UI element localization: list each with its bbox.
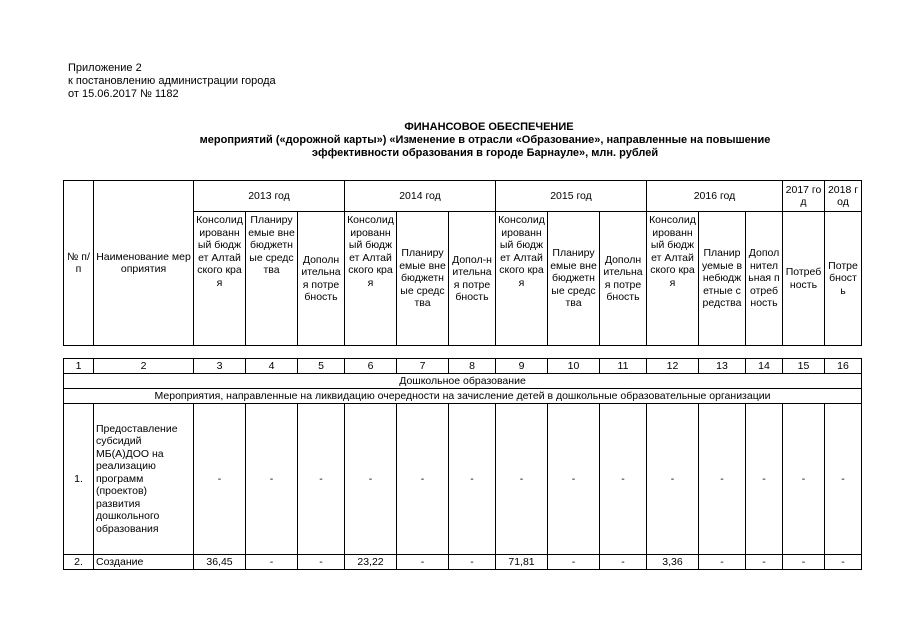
row-value: - — [600, 404, 647, 555]
row-value: - — [496, 404, 548, 555]
year-2014: 2014 год — [345, 181, 496, 212]
row-value: - — [298, 404, 345, 555]
col-number: 15 — [783, 359, 825, 374]
col-number: 13 — [699, 359, 746, 374]
row-value: 3,36 — [647, 555, 699, 570]
table-row — [64, 555, 862, 570]
sub-2018-need: Потребность — [825, 212, 862, 346]
row-value: - — [449, 555, 496, 570]
row-value: - — [397, 555, 449, 570]
table-row — [64, 404, 862, 555]
col-number: 7 — [397, 359, 449, 374]
sub-2016-consolidated: Консолидированный бюджет Алтайского края — [647, 212, 699, 346]
row-value: - — [548, 404, 600, 555]
title-sub-1: мероприятий («дорожной карты») «Изменение в отрасли «Образование», направленные на повышение — [199, 134, 771, 146]
row-value: 23,22 — [345, 555, 397, 570]
row-value: - — [397, 404, 449, 555]
sub-2015-additional: Дополнительная потребность — [600, 212, 647, 346]
row-value: - — [783, 555, 825, 570]
col-number: 10 — [548, 359, 600, 374]
col-number: 4 — [246, 359, 298, 374]
col-number: 11 — [600, 359, 647, 374]
row-value: - — [647, 404, 699, 555]
sub-2014-planned: Планируемые внебюджетные средства — [397, 212, 449, 346]
row-name: Предоставление субсидий МБ(А)ДОО на реализацию программ (проектов) развития дошкольного образования — [94, 404, 194, 555]
sub-2014-consolidated: Консолидированный бюджет Алтайского края — [345, 212, 397, 346]
sub-2013-planned: Планируемые внебюджетные средства — [246, 212, 298, 346]
sub-2014-additional: Допол-нительная потребность — [449, 212, 496, 346]
col-number: 6 — [345, 359, 397, 374]
document-title — [60, 121, 905, 160]
col-number: 3 — [194, 359, 246, 374]
date-line: от 15.06.2017 № 1182 — [68, 88, 179, 100]
sub-2013-additional: Дополнительная потребность — [298, 212, 345, 346]
row-value: - — [699, 555, 746, 570]
row-value: - — [246, 555, 298, 570]
col-number: 1 — [64, 359, 94, 374]
title-main: ФИНАНСОВОЕ ОБЕСПЕЧЕНИЕ — [404, 121, 574, 133]
col-no-header: № п/п — [64, 181, 94, 346]
appendix-header — [68, 62, 276, 101]
sub-2016-additional: Дополнительная потребность — [746, 212, 783, 346]
sub-2016-planned: Планируемые внебюджетные средства — [699, 212, 746, 346]
sub-2015-consolidated: Консолидированный бюджет Алтайского края — [496, 212, 548, 346]
row-value: - — [825, 404, 862, 555]
col-number: 16 — [825, 359, 862, 374]
col-number: 2 — [94, 359, 194, 374]
row-value: - — [699, 404, 746, 555]
col-number: 12 — [647, 359, 699, 374]
row-value: - — [194, 404, 246, 555]
finance-table-wrap — [63, 180, 862, 570]
year-2016: 2016 год — [647, 181, 783, 212]
row-value: - — [825, 555, 862, 570]
row-number: 2. — [64, 555, 94, 570]
row-value: - — [783, 404, 825, 555]
row-value: - — [548, 555, 600, 570]
year-2017: 2017 год — [783, 181, 825, 212]
sub-2017-need: Потребность — [783, 212, 825, 346]
column-numbers-row — [64, 359, 862, 374]
row-value: - — [600, 555, 647, 570]
year-2015: 2015 год — [496, 181, 647, 212]
row-value: 71,81 — [496, 555, 548, 570]
title-sub-2: эффективности образования в городе Барнауле», млн. рублей — [311, 147, 659, 159]
row-value: - — [298, 555, 345, 570]
row-name: Создание — [94, 555, 194, 570]
col-number: 5 — [298, 359, 345, 374]
resolution-line: к постановлению администрации города — [68, 75, 276, 87]
row-number: 1. — [64, 404, 94, 555]
year-2018: 2018 год — [825, 181, 862, 212]
row-value: - — [246, 404, 298, 555]
col-name-header: Наименование мероприятия — [94, 181, 194, 346]
sub-2013-consolidated: Консолидированный бюджет Алтайского края — [194, 212, 246, 346]
section-preschool: Дошкольное образование — [64, 374, 862, 389]
sub-2015-planned: Планируемые внебюджетные средства — [548, 212, 600, 346]
row-value: 36,45 — [194, 555, 246, 570]
appendix-line: Приложение 2 — [68, 62, 142, 74]
col-number: 8 — [449, 359, 496, 374]
section-queue-elimination: Мероприятия, направленные на ликвидацию очередности на зачисление детей в дошкольные образовательные организации — [64, 389, 862, 404]
row-value: - — [746, 555, 783, 570]
row-value: - — [746, 404, 783, 555]
row-value: - — [345, 404, 397, 555]
col-number: 9 — [496, 359, 548, 374]
finance-table — [63, 180, 862, 570]
row-value: - — [449, 404, 496, 555]
col-number: 14 — [746, 359, 783, 374]
year-2013: 2013 год — [194, 181, 345, 212]
